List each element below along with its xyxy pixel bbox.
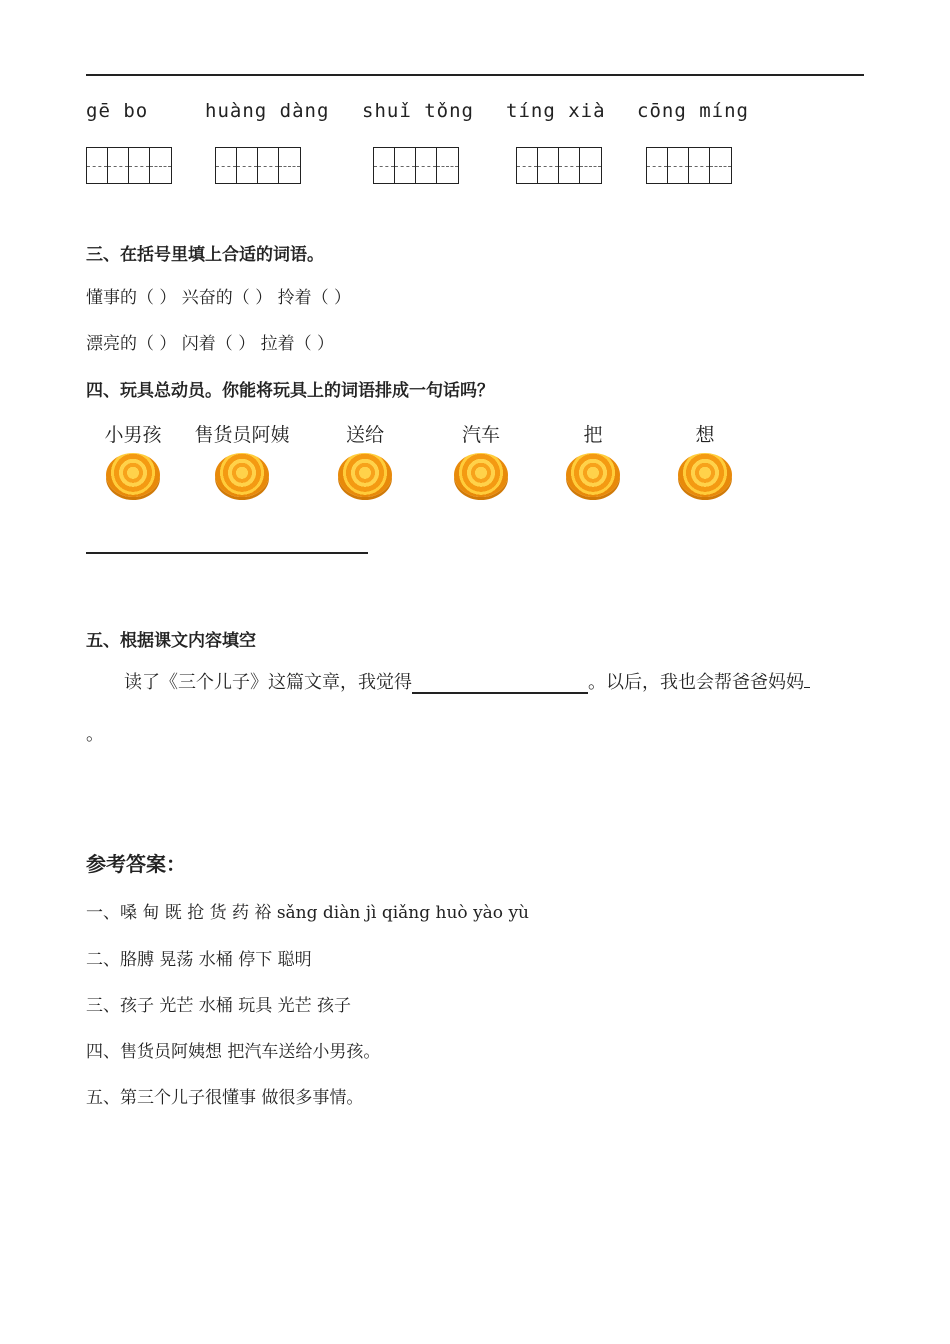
section5-text-before: 读了《三个儿子》这篇文章，我觉得 [124,672,412,693]
toy-label: 想 [695,424,715,446]
answer-5: 五、第三个儿子很懂事 做很多事情。 [86,1088,364,1108]
lollipop-icon [338,453,392,497]
writing-grid-4[interactable] [516,147,602,184]
section5-paragraph [124,668,810,694]
lollipop-icon [106,453,160,497]
lollipop-icon [454,453,508,497]
pinyin-4: tíng xià [506,100,606,122]
answer-2: 二、胳膊 晃荡 水桶 停下 聪明 [86,950,312,970]
pinyin-5: cōng míng [637,100,749,122]
section5-text-after: 。以后，我也会帮爸爸妈妈 [588,672,804,693]
toy-label: 把 [583,424,603,446]
answer-4: 四、售货员阿姨想 把汽车送给小男孩。 [86,1042,381,1062]
lollipop-icon [566,453,620,497]
writing-grid-5[interactable] [646,147,732,184]
toy-6[interactable] [670,420,740,497]
answer-1: 一、嗓 甸 既 抢 货 药 裕 sǎng diàn jì qiǎng huò yào yù [86,903,529,923]
answers-title: 参考答案： [86,852,186,876]
toy-5[interactable] [558,420,628,497]
fill-blank[interactable] [412,676,588,694]
top-rule [86,74,864,76]
section3-line1: 懂事的（ ） 兴奋的（ ） 拎着（ ） [86,288,352,308]
section3-line2: 漂亮的（ ） 闪着（ ） 拉着（ ） [86,334,335,354]
section3-title: 三、在括号里填上合适的词语。 [86,245,324,265]
fill-blank-small[interactable] [804,673,810,688]
pinyin-1: gē bo [86,100,149,122]
toy-1[interactable] [96,420,170,497]
section5-period: 。 [86,724,104,745]
writing-grid-3[interactable] [373,147,459,184]
toy-3[interactable] [330,420,400,497]
toy-2[interactable] [186,420,298,497]
toy-label: 送给 [345,424,384,446]
answer-3: 三、孩子 光芒 水桶 玩具 光芒 孩子 [86,996,352,1016]
toy-label: 汽车 [461,424,500,446]
pinyin-2: huàng dàng [205,100,330,122]
pinyin-3: shuǐ tǒng [362,100,474,122]
toy-label: 售货员阿姨 [194,424,290,446]
answer-blank-line[interactable] [86,552,368,554]
writing-grid-2[interactable] [215,147,301,184]
writing-grid-1[interactable] [86,147,172,184]
section5-title: 五、根据课文内容填空 [86,631,256,651]
section4-title: 四、玩具总动员。你能将玩具上的词语排成一句话吗？ [86,381,494,401]
toy-4[interactable] [446,420,516,497]
lollipop-icon [215,453,269,497]
toy-label: 小男孩 [104,424,162,446]
lollipop-icon [678,453,732,497]
